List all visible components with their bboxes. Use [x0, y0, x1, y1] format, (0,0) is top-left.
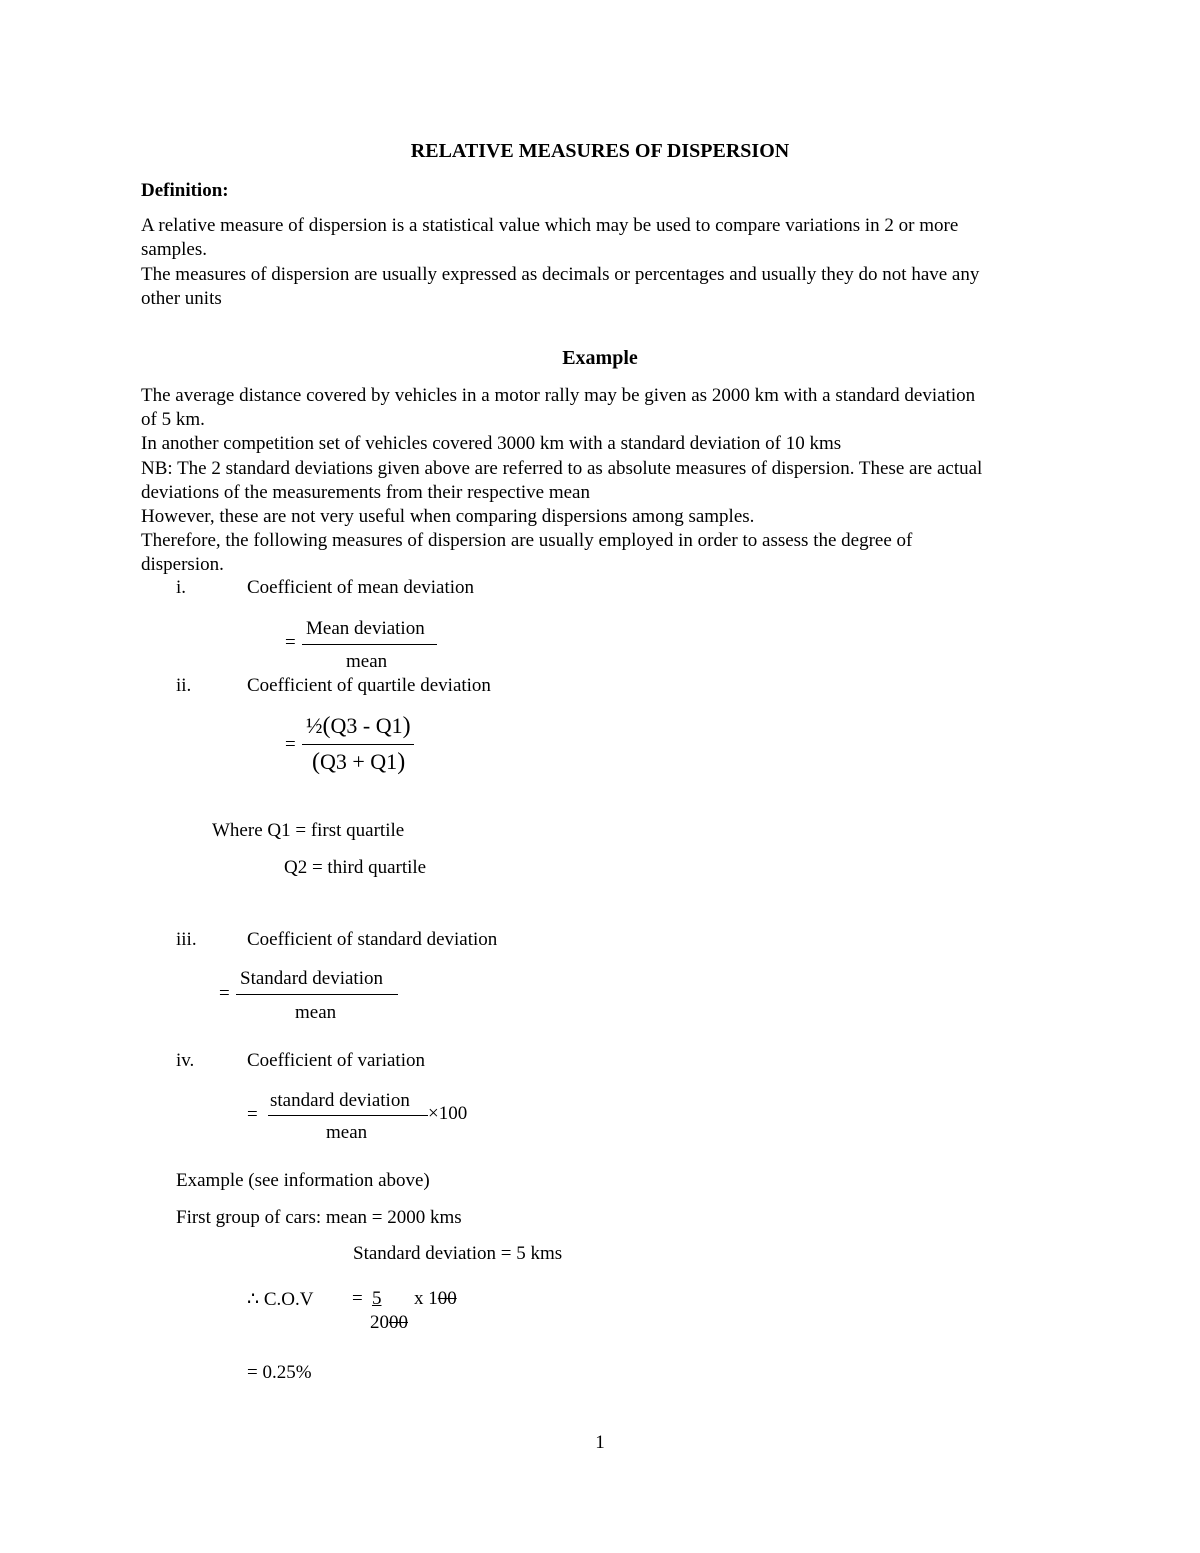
item-ii-numerator-text: Q3 - Q1	[330, 713, 403, 738]
worked-example-heading: Example (see information above)	[176, 1170, 430, 1191]
item-ii-fraction-bar	[302, 744, 414, 745]
item-iv-times-100: ×100	[428, 1103, 468, 1124]
item-ii-number: ii.	[176, 675, 192, 696]
example-line-4: NB: The 2 standard deviations given above are referred to as absolute measures of dispersion. These are actual	[141, 458, 983, 479]
item-i-denominator: mean	[346, 651, 388, 672]
example-line-3: In another competition set of vehicles covered 3000 km with a standard deviation of 10 kms	[141, 433, 842, 454]
cov-den-text: 20	[370, 1312, 389, 1333]
cov-equals: =	[352, 1288, 363, 1309]
cov-times-text: x 1	[414, 1288, 438, 1309]
item-iii-fraction-bar	[236, 994, 398, 995]
definition-heading: Definition:	[141, 180, 229, 201]
item-iii-label: Coefficient of standard deviation	[247, 929, 498, 950]
example-line-8: dispersion.	[141, 554, 224, 575]
cov-label: ∴ C.O.V	[247, 1289, 314, 1310]
definition-p1-line1: A relative measure of dispersion is a statistical value which may be used to compare variations in 2 or more	[141, 215, 959, 236]
item-ii-denominator-text: Q3 + Q1	[320, 749, 398, 774]
item-ii-denominator: (Q3 + Q1)	[312, 749, 406, 775]
cov-times-struck: 00	[437, 1288, 457, 1309]
item-iv-label: Coefficient of variation	[247, 1050, 425, 1071]
worked-first-group: First group of cars: mean = 2000 kms	[176, 1207, 462, 1228]
cov-times	[414, 1288, 457, 1310]
item-iii-number: iii.	[176, 929, 197, 950]
item-iv-number: iv.	[176, 1050, 195, 1071]
item-i-numerator: Mean deviation	[306, 618, 425, 639]
quartile-note-q1: Where Q1 = first quartile	[212, 820, 405, 841]
definition-paragraph-2	[141, 263, 1059, 288]
cov-den-struck: 00	[389, 1312, 408, 1333]
cov-denominator	[370, 1312, 408, 1334]
item-iv-equals: =	[247, 1104, 258, 1125]
definition-paragraph-1	[141, 214, 1059, 239]
item-i-number: i.	[176, 577, 187, 598]
item-i-fraction-bar	[302, 644, 437, 645]
page-title: RELATIVE MEASURES OF DISPERSION	[410, 140, 790, 162]
definition-p2-line2: other units	[141, 288, 222, 309]
item-ii-label: Coefficient of quartile deviation	[247, 675, 491, 696]
example-line-6: However, these are not very useful when comparing dispersions among samples.	[141, 506, 755, 527]
example-line-7: Therefore, the following measures of dispersion are usually employed in order to assess the degree of	[141, 530, 913, 551]
example-line-2: of 5 km.	[141, 409, 205, 430]
worked-standard-deviation: Standard deviation = 5 kms	[353, 1243, 563, 1264]
example-heading: Example	[562, 347, 638, 369]
item-iii-denominator: mean	[295, 1002, 337, 1023]
item-iv-fraction-bar	[268, 1115, 428, 1116]
item-iii-numerator: Standard deviation	[240, 968, 383, 989]
cov-numerator	[372, 1288, 406, 1310]
quartile-note-q2: Q2 = third quartile	[284, 857, 427, 878]
definition-p1-line2: samples.	[141, 239, 207, 260]
half-symbol: ½	[306, 713, 323, 738]
item-i-label: Coefficient of mean deviation	[247, 577, 475, 598]
example-line-5: deviations of the measurements from their respective mean	[141, 482, 590, 503]
item-iv-denominator: mean	[326, 1122, 368, 1143]
item-i-equals: =	[285, 632, 296, 653]
item-iii-equals: =	[219, 983, 230, 1004]
item-ii-equals: =	[285, 734, 296, 755]
item-ii-numerator: ½(Q3 - Q1)	[306, 713, 411, 739]
cov-result: = 0.25%	[247, 1362, 312, 1383]
item-iv-numerator: standard deviation	[270, 1090, 410, 1111]
example-line-1: The average distance covered by vehicles in a motor rally may be given as 2000 km with a standard deviation	[141, 385, 976, 406]
page-number: 1	[595, 1432, 605, 1453]
definition-p2-line1: The measures of dispersion are usually expressed as decimals or percentages and usually they do not have any	[141, 264, 980, 285]
cov-numerator-value: 5	[372, 1288, 382, 1309]
